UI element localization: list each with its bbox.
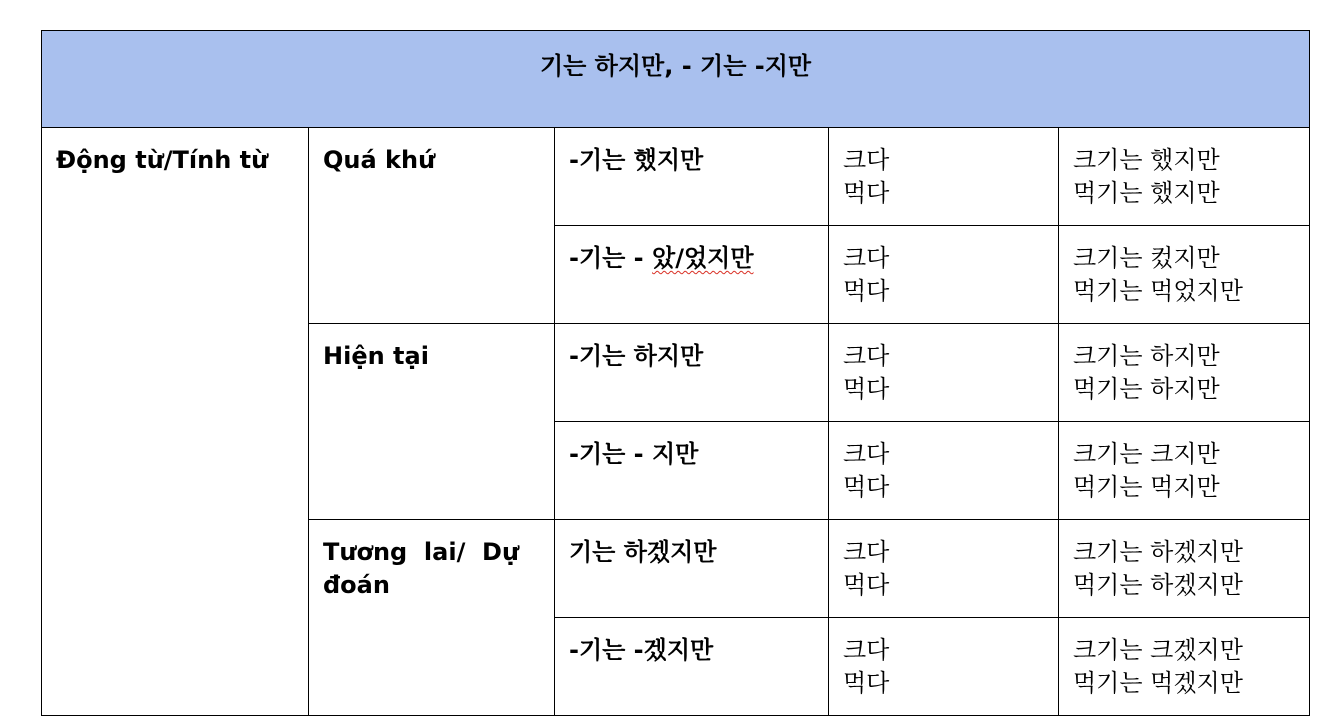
tense-label: Tương lai/ Dự xyxy=(323,538,520,566)
example-text: 크기는 크지만 xyxy=(1073,440,1220,468)
pattern-cell xyxy=(555,422,829,520)
base-word-cell xyxy=(829,422,1059,520)
base-word: 크다 xyxy=(843,342,890,370)
base-word-cell xyxy=(829,324,1059,422)
example-text: 먹기는 먹지만 xyxy=(1073,473,1220,501)
example-cell xyxy=(1059,618,1310,716)
base-word-cell xyxy=(829,520,1059,618)
example-text: 크기는 하지만 xyxy=(1073,342,1220,370)
pattern-text: -기는 - 지만 xyxy=(569,440,699,468)
pattern-text: -기는 - xyxy=(569,244,653,272)
base-word: 크다 xyxy=(843,244,890,272)
pattern-cell xyxy=(555,128,829,226)
tense-label: Quá khứ xyxy=(323,146,436,174)
base-word: 먹다 xyxy=(843,277,890,305)
base-word: 먹다 xyxy=(843,375,890,403)
pattern-cell xyxy=(555,618,829,716)
category-cell: Động từ/Tính từ xyxy=(42,128,309,716)
base-word: 크다 xyxy=(843,440,890,468)
tense-label: Hiện tại xyxy=(323,342,429,370)
table-title: 기는 하지만, - 기는 -지만 xyxy=(42,31,1310,128)
example-cell xyxy=(1059,520,1310,618)
tense-cell-present xyxy=(309,324,555,520)
base-word: 먹다 xyxy=(843,571,890,599)
pattern-cell xyxy=(555,226,829,324)
base-word: 크다 xyxy=(843,636,890,664)
pattern-text: 기는 하겠지만 xyxy=(569,538,717,566)
base-word: 먹다 xyxy=(843,179,890,207)
base-word: 먹다 xyxy=(843,669,890,697)
base-word-cell xyxy=(829,226,1059,324)
example-text: 먹기는 먹겠지만 xyxy=(1073,669,1243,697)
example-text: 먹기는 먹었지만 xyxy=(1073,277,1243,305)
pattern-cell xyxy=(555,324,829,422)
example-cell xyxy=(1059,226,1310,324)
pattern-text: -기는 하지만 xyxy=(569,342,704,370)
example-text: 먹기는 하지만 xyxy=(1073,375,1220,403)
tense-label-continued: đoán xyxy=(323,571,390,599)
example-text: 먹기는 했지만 xyxy=(1073,179,1220,207)
example-text: 크기는 했지만 xyxy=(1073,146,1220,174)
example-cell xyxy=(1059,128,1310,226)
example-cell xyxy=(1059,324,1310,422)
base-word-cell xyxy=(829,128,1059,226)
example-text: 크기는 컸지만 xyxy=(1073,244,1220,272)
table-row xyxy=(42,128,1310,226)
pattern-text: -기는 -겠지만 xyxy=(569,636,714,664)
pattern-text: -기는 했지만 xyxy=(569,146,704,174)
grammar-table xyxy=(41,30,1310,716)
base-word: 크다 xyxy=(843,146,890,174)
base-word: 크다 xyxy=(843,538,890,566)
pattern-cell xyxy=(555,520,829,618)
example-text: 크기는 크겠지만 xyxy=(1073,636,1243,664)
tense-cell-past xyxy=(309,128,555,324)
table-header-row xyxy=(42,31,1310,128)
base-word: 먹다 xyxy=(843,473,890,501)
tense-cell-future xyxy=(309,520,555,716)
base-word-cell xyxy=(829,618,1059,716)
spellcheck-marked-text: 았/었지만 xyxy=(652,244,754,272)
example-cell xyxy=(1059,422,1310,520)
example-text: 먹기는 하겠지만 xyxy=(1073,571,1243,599)
example-text: 크기는 하겠지만 xyxy=(1073,538,1243,566)
